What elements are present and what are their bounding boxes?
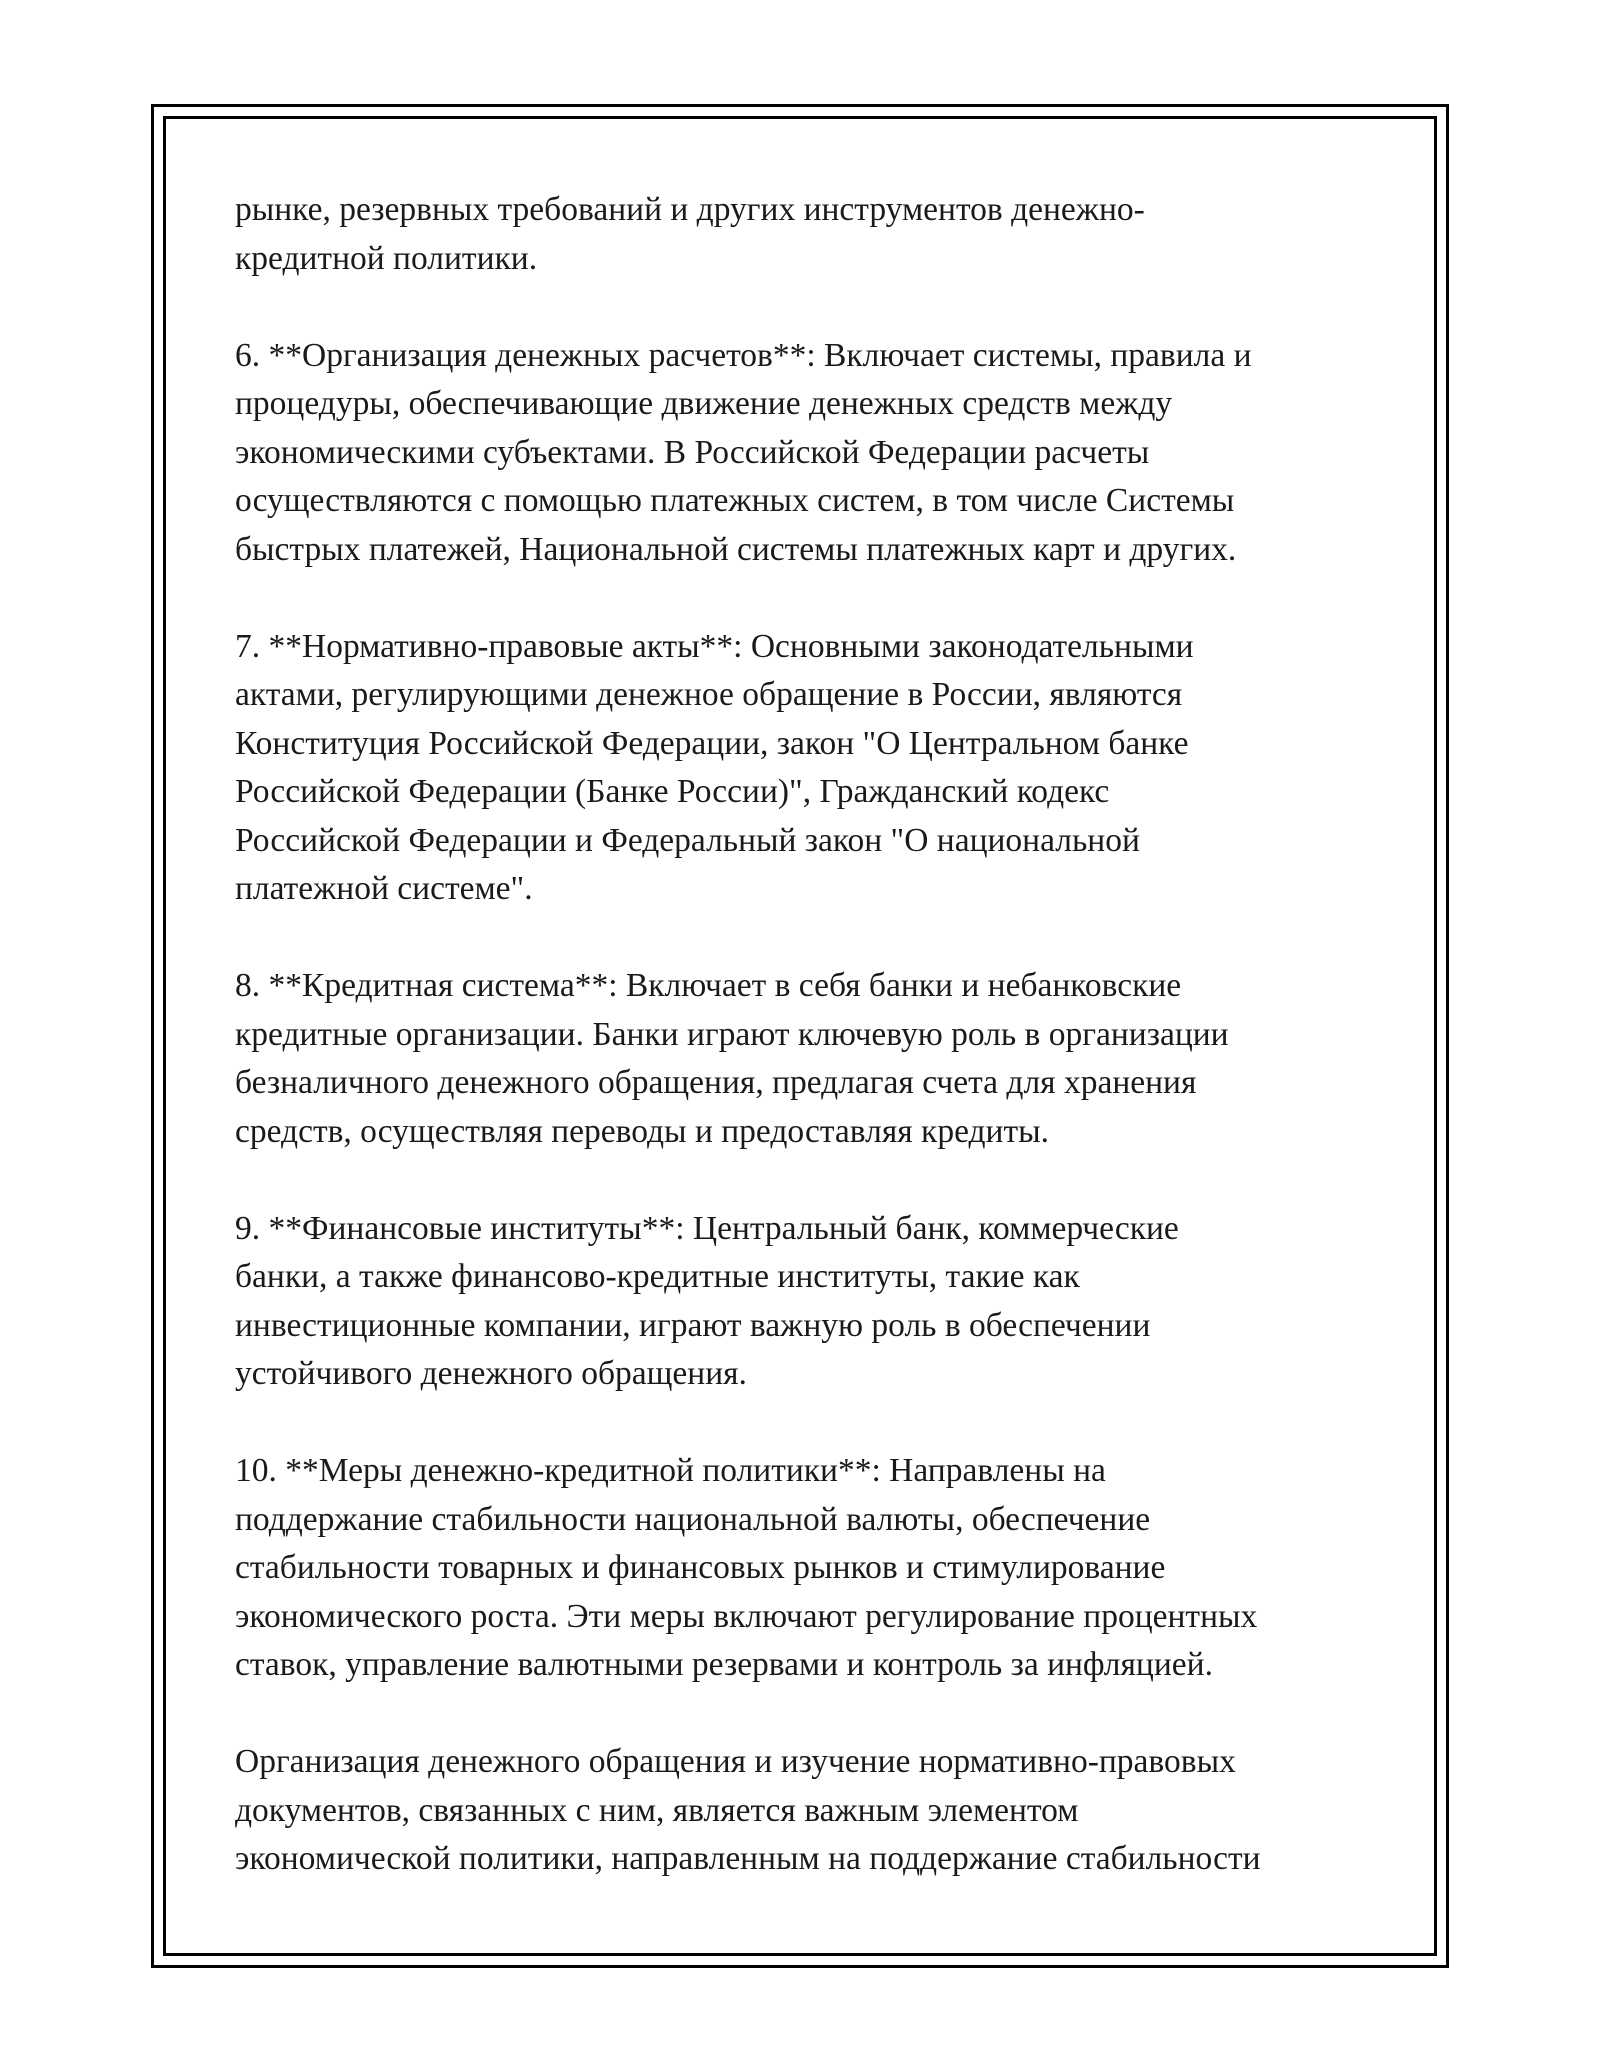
text-line: средств, осуществляя переводы и предоставляя кредиты.: [235, 1112, 1049, 1150]
text-line: 10. **Меры денежно-кредитной политики**: Направлены на: [235, 1452, 1106, 1489]
text-line: ставок, управление валютными резервами и контроль за инфляцией.: [235, 1646, 1213, 1683]
text-line: 6. **Организация денежных расчетов**: Включает системы, правила и: [235, 336, 1252, 374]
text-line: актами, регулирующими денежное обращение в России, являются: [235, 676, 1183, 713]
text-line: Организация денежного обращения и изучение нормативно-правовых: [235, 1743, 1236, 1780]
text-line: 8. **Кредитная система**: Включает в себя банки и небанковские: [235, 967, 1182, 1004]
text-line: процедуры, обеспечивающие движение денежных средств между: [235, 385, 1173, 422]
paragraph-item-9: [235, 1205, 1385, 1399]
text-line: быстрых платежей, Национальной системы платежных карт и других.: [235, 530, 1237, 568]
text-line: безналичного денежного обращения, предлагая счета для хранения: [235, 1064, 1197, 1101]
text-line: банки, а также финансово-кредитные институты, такие как: [235, 1258, 1080, 1295]
text-line: документов, связанных с ним, является важным элементом: [235, 1791, 1079, 1829]
text-line: рынке, резервных требований и других инструментов денежно-: [235, 191, 1145, 228]
text-line: устойчивого денежного обращения.: [235, 1355, 747, 1392]
paragraph-item-8: [235, 962, 1385, 1156]
text-line: инвестиционные компании, играют важную роль в обеспечении: [235, 1306, 1151, 1344]
text-line: 7. **Нормативно-правовые акты**: Основными законодательными: [235, 627, 1194, 665]
text-line: экономическими субъектами. В Российской Федерации расчеты: [235, 433, 1150, 471]
text-line: кредитные организации. Банки играют ключевую роль в организации: [235, 1015, 1229, 1053]
text-line: поддержание стабильности национальной валюты, обеспечение: [235, 1500, 1151, 1538]
text-line: экономического роста. Эти меры включают регулирование процентных: [235, 1597, 1258, 1635]
text-line: кредитной политики.: [235, 239, 538, 277]
text-line: платежной системе".: [235, 870, 533, 907]
paragraph-item-10: [235, 1447, 1385, 1690]
document-body: [235, 186, 1385, 1884]
text-line: экономической политики, направленным на поддержание стабильности: [235, 1840, 1261, 1877]
text-line: Российской Федерации (Банке России)", Гражданский кодекс: [235, 773, 1110, 810]
text-line: осуществляются с помощью платежных систем, в том числе Системы: [235, 482, 1235, 519]
text-line: Конституция Российской Федерации, закон "О Центральном банке: [235, 724, 1189, 762]
text-line: 9. **Финансовые институты**: Центральный банк, коммерческие: [235, 1209, 1179, 1247]
text-line: стабильности товарных и финансовых рынков и стимулирование: [235, 1549, 1166, 1586]
paragraph-item-7: [235, 623, 1385, 914]
paragraph-continuation: [235, 186, 1385, 283]
text-line: Российской Федерации и Федеральный закон "О национальной: [235, 821, 1140, 859]
paragraph-item-6: [235, 332, 1385, 575]
paragraph-conclusion: [235, 1738, 1385, 1884]
